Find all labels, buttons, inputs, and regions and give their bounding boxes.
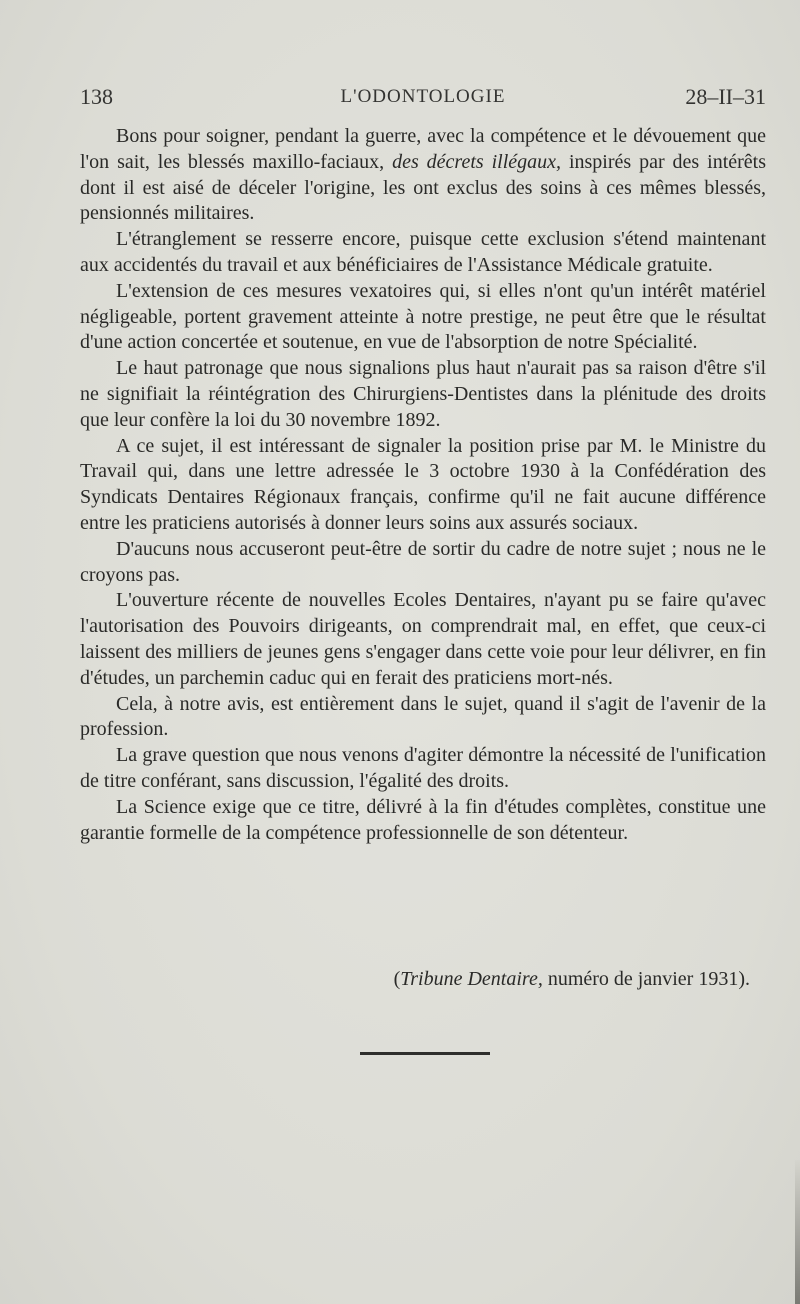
- running-title: L'ODONTOLOGIE: [340, 86, 506, 107]
- paragraph: L'étranglement se resserre encore, puisque cette exclusion s'étend maintenant aux accidentés du travail et aux bénéficiaires de l'Assistance Médicale gratuite.: [80, 228, 766, 276]
- article-body: [80, 124, 766, 846]
- source-citation: (Tribune Dentaire, numéro de janvier 1931).: [393, 968, 750, 990]
- paragraph: L'ouverture récente de nouvelles Ecoles Dentaires, n'ayant pu se faire qu'avec l'autorisation des Pouvoirs dirigeants, on comprendrait mal, en effet, que ceux-ci laissent des milliers de jeunes gens s'engager dans cette voie pour leur délivrer, en fin d'études, un parchemin caduc qui en ferait des praticiens mort-nés.: [80, 589, 766, 689]
- paragraph: Bons pour soigner, pendant la guerre, avec la compétence et le dévouement que l'on sait, les blessés maxillo-faciaux, des décrets illégaux, inspirés par des intérêts dont il est aisé de déceler l'origine, les ont exclus des soins à ces mêmes blessés, pensionnés militaires.: [80, 125, 767, 225]
- paragraph: La grave question que nous venons d'agiter démontre la nécessité de l'unification de titre conférant, sans discussion, l'égalité des droits.: [80, 744, 766, 792]
- end-rule: [360, 1052, 490, 1055]
- paragraph: A ce sujet, il est intéressant de signaler la position prise par M. le Ministre du Travail qui, dans une lettre adressée le 3 octobre 1930 à la Confédération des Syndicats Dentaires Régionaux français, confirme qu'il ne fait aucune différence entre les praticiens autorisés à donner leurs soins aux assurés sociaux.: [80, 434, 766, 534]
- paragraph: Cela, à notre avis, est entièrement dans le sujet, quand il s'agit de l'avenir de la profession.: [80, 692, 766, 741]
- paragraph: L'extension de ces mesures vexatoires qui, si elles n'ont qu'un intérêt matériel négligeable, portent gravement atteinte à notre prestige, ne peut être que le résultat d'une action concertée et soutenue, en vue de l'absorption de notre Spécialité.: [80, 279, 766, 354]
- page-header: [80, 84, 766, 114]
- issue-date: 28–II–31: [685, 84, 766, 109]
- paragraph: La Science exige que ce titre, délivré à la fin d'études complètes, constitue une garantie formelle de la compétence professionnelle de son détenteur.: [80, 795, 766, 844]
- page-number: 138: [80, 84, 113, 109]
- citation-source: Tribune Dentaire,: [400, 968, 543, 990]
- paragraph: D'aucuns nous accuseront peut-être de sortir du cadre de notre sujet ; nous ne le croyons pas.: [80, 537, 766, 586]
- emphasis-text: des décrets illégaux,: [392, 150, 562, 173]
- scan-edge-shadow: [795, 1160, 800, 1304]
- paragraph: Le haut patronage que nous signalions plus haut n'aurait pas sa raison d'être s'il ne signifiait la réintégration des Chirurgiens-Dentistes dans la plénitude des droits que leur confère la loi du 30 novembre 1892.: [80, 357, 766, 431]
